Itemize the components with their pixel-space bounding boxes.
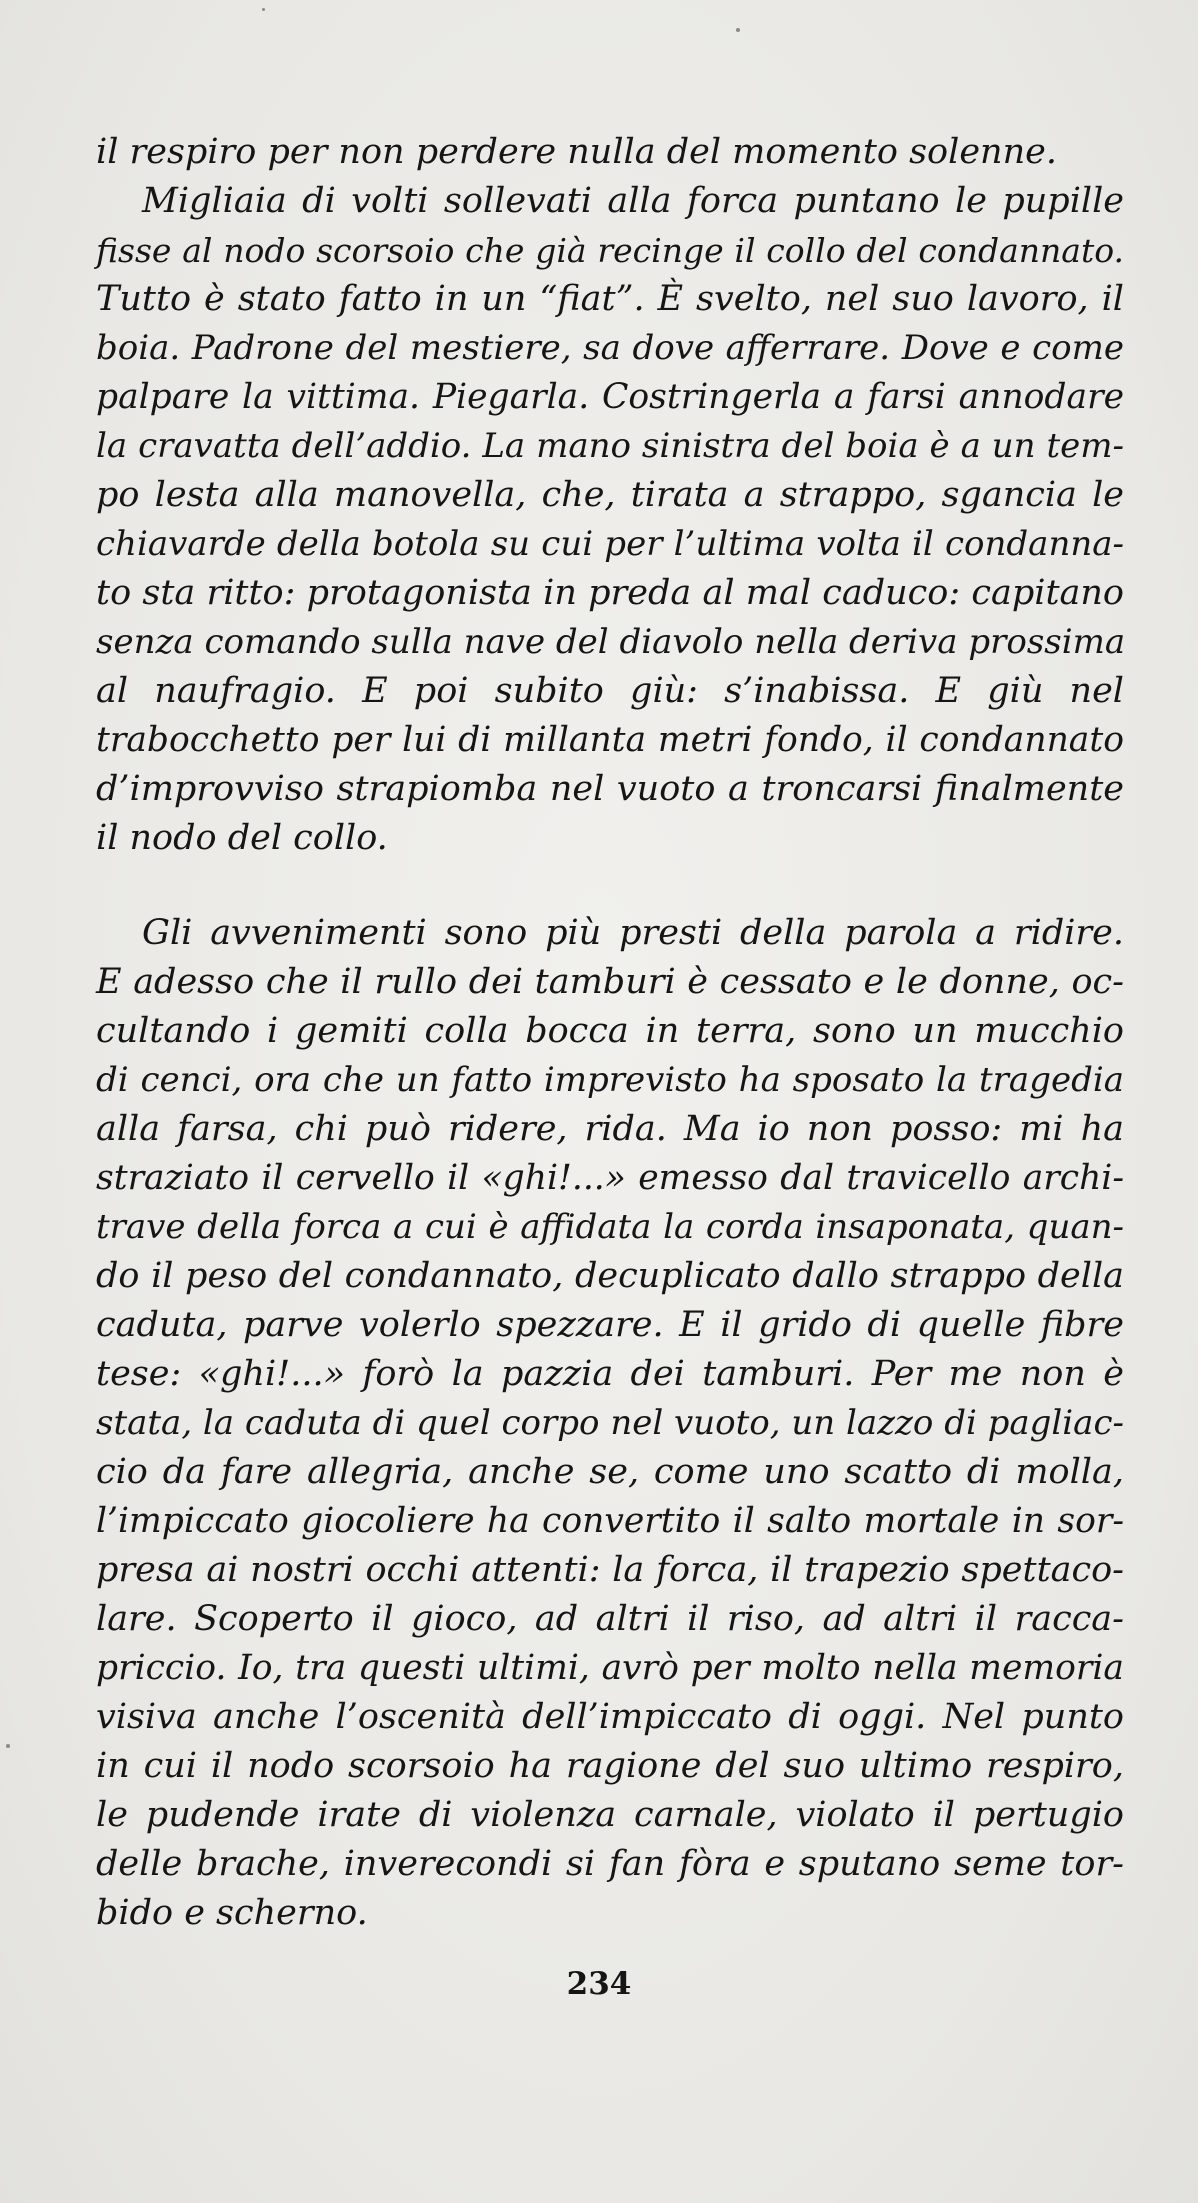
text-line: il nodo del collo. (96, 818, 388, 858)
text-line: lare. Scoperto il gioco, ad altri il riso, ad altri il racca- (96, 1599, 1124, 1639)
body-text (96, 128, 1124, 1938)
text-line: boia. Padrone del mestiere, sa dove afferrare. Dove e come (96, 328, 1124, 368)
text-line: l’impiccato giocoliere ha convertito il salto mortale in sor- (96, 1501, 1124, 1541)
text-line: priccio. Io, tra questi ultimi, avrò per molto nella memoria (96, 1648, 1124, 1688)
text-line: trave della forca a cui è affidata la corda insaponata, quan- (96, 1207, 1124, 1247)
text-line: visiva anche l’oscenità dell’impiccato di oggi. Nel punto (96, 1697, 1124, 1737)
text-line: fisse al nodo scorsoio che già recinge il collo del condannato. (96, 231, 1124, 270)
text-line: chiavarde della botola su cui per l’ultima volta il condanna- (96, 524, 1124, 564)
text-line: cultando i gemiti colla bocca in terra, sono un mucchio (96, 1011, 1124, 1051)
paper-speck (6, 1744, 10, 1748)
page-number: 234 (566, 1966, 632, 2002)
text-line: caduta, parve volerlo spezzare. E il grido di quelle fibre (96, 1305, 1124, 1345)
text-line: Migliaia di volti sollevati alla forca puntano le pupille (142, 181, 1124, 221)
paragraph-gap (96, 863, 1124, 909)
text-line: alla farsa, chi può ridere, rida. Ma io non posso: mi ha (96, 1109, 1124, 1149)
text-line: po lesta alla manovella, che, tirata a strappo, sgancia le (96, 475, 1124, 515)
text-line: do il peso del condannato, decuplicato dallo strappo della (96, 1256, 1124, 1296)
paper-speck (736, 28, 740, 32)
text-line: Gli avvenimenti sono più presti della parola a ridire. (142, 913, 1124, 953)
text-line: to sta ritto: protagonista in preda al mal caduco: capitano (96, 573, 1124, 613)
paper-speck (262, 8, 265, 11)
text-line: cio da fare allegria, anche se, come uno scatto di molla, (96, 1452, 1124, 1492)
text-line: di cenci, ora che un fatto imprevisto ha sposato la tragedia (96, 1060, 1124, 1100)
text-line: trabocchetto per lui di millanta metri fondo, il condannato (96, 720, 1124, 760)
text-line: il respiro per non perdere nulla del momento solenne. (96, 132, 1057, 172)
text-line: le pudende irate di violenza carnale, violato il pertugio (96, 1795, 1124, 1835)
text-line: stata, la caduta di quel corpo nel vuoto, un lazzo di pagliac- (96, 1403, 1124, 1443)
text-line: palpare la vittima. Piegarla. Costringerla a farsi annodare (96, 377, 1124, 417)
text-line: Tutto è stato fatto in un “fiat”. È svelto, nel suo lavoro, il (96, 279, 1124, 319)
text-line: tese: «ghi!...» forò la pazzia dei tamburi. Per me non è (96, 1354, 1124, 1394)
text-line: in cui il nodo scorsoio ha ragione del suo ultimo respiro, (96, 1746, 1124, 1786)
text-line: E adesso che il rullo dei tamburi è cessato e le donne, oc- (96, 962, 1124, 1002)
text-line: bido e scherno. (96, 1893, 368, 1933)
text-line: d’improvviso strapiomba nel vuoto a troncarsi finalmente (96, 769, 1124, 809)
text-line: straziato il cervello il «ghi!...» emesso dal travicello archi- (96, 1158, 1124, 1198)
text-line: al naufragio. E poi subito giù: s’inabissa. E giù nel (96, 671, 1124, 711)
text-line: presa ai nostri occhi attenti: la forca, il trapezio spettaco- (96, 1550, 1124, 1590)
text-line: senza comando sulla nave del diavolo nella deriva prossima (96, 622, 1126, 662)
text-line: la cravatta dell’addio. La mano sinistra del boia è a un tem- (96, 426, 1124, 466)
text-line: delle brache, inverecondi si fan fòra e sputano seme tor- (96, 1844, 1124, 1884)
